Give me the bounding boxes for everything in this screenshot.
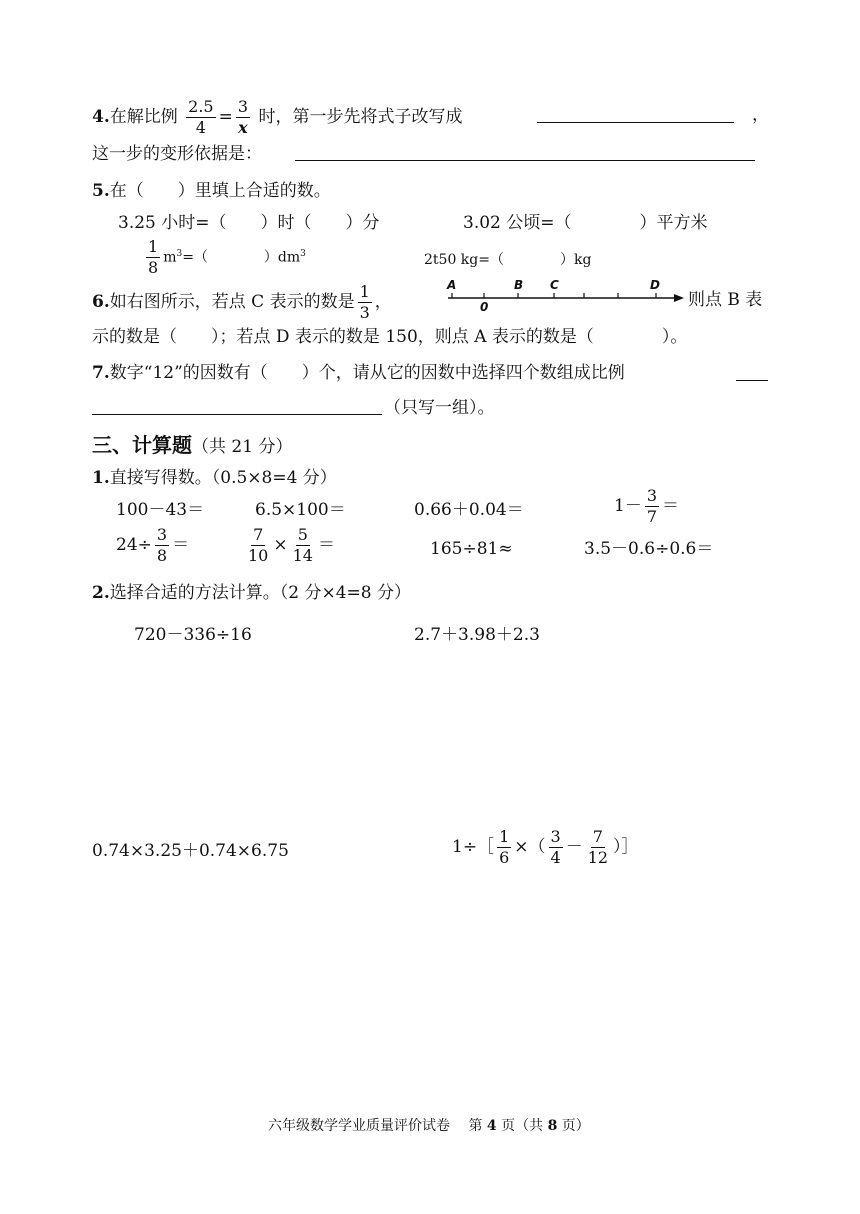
q7-number: 7. [92, 363, 110, 383]
c1-r1-item-1: 100－43＝ [116, 500, 205, 520]
number-line-label-zero: 0 [480, 300, 489, 314]
q7-answer-line-2[interactable] [92, 414, 382, 415]
c1-r2-item-2-fraction-2: $\frac{5}{14}$ [292, 525, 313, 565]
page-footer [268, 1115, 590, 1135]
c1-r2-item-4: 3.5－0.6÷0.6＝ [584, 539, 714, 559]
q5-item-c: $\frac{1}{8}$ $m^3=$（ ）$dm^3$ [148, 237, 306, 277]
c1-r1-item-3: 0.66＋0.04＝ [414, 500, 524, 520]
c1-r2-item-2-fraction-1: $\frac{7}{10}$ [248, 525, 269, 565]
q5-item-a: 3.25 小时=（ ）时（ ）分 [118, 213, 380, 233]
q7-line-2: （只写一组）。 [384, 398, 495, 418]
q7-text: 数字“12”的因数有（ ）个，请从它的因数中选择四个数组成比例 [109, 363, 625, 383]
q5-item-d: 2t50 kg=（ ）kg [424, 252, 592, 268]
c2-expr-4-fraction-3: $\frac{7}{12}$ [587, 827, 609, 867]
footer-page-number: 4 [486, 1118, 497, 1134]
q6-line-2: 示的数是（ ）；若点 D 表示的数是 150，则点 A 表示的数是（ ）。 [92, 327, 688, 347]
c2-expr-1: 720－336÷16 [134, 625, 252, 645]
q5-text: 在（ ）里填上合适的数。 [109, 181, 331, 201]
q4-fraction-2: $\frac{3}{x}$ [237, 97, 249, 137]
number-line-label-d: D [650, 278, 660, 292]
q7-answer-line-1[interactable] [736, 380, 768, 381]
c1-r1-item-2: 6.5×100＝ [255, 500, 346, 520]
q6-comma: ， [374, 292, 392, 312]
q4-answer-line-1[interactable] [537, 122, 734, 123]
q5-c-rest: =（ ）dm [182, 249, 301, 266]
q5-c-fraction: $\frac{1}{8}$ [148, 237, 159, 277]
number-line [446, 280, 686, 314]
number-line-label-b: B [514, 278, 524, 292]
c2-expr-3: 0.74×3.25＋0.74×6.75 [92, 841, 289, 861]
q4-fraction-1: $\frac{2.5}{4}$ [188, 97, 214, 137]
footer-end: 页） [561, 1118, 590, 1134]
c2-title: 选择合适的方法计算。（2 分×4=8 分） [109, 583, 411, 603]
section-3-score: （共 21 分） [192, 437, 293, 457]
c2-expr-4-fraction-2: $\frac{3}{4}$ [550, 827, 561, 867]
q6-fraction: $\frac{1}{3}$ [359, 282, 370, 322]
c2-number: 2. [92, 583, 110, 603]
q5-c-unit: m [163, 249, 177, 266]
number-line-label-a: A [447, 278, 457, 292]
q4-prefix: 在解比例 [109, 107, 178, 127]
calc-1 [92, 467, 337, 489]
calc-2 [92, 582, 411, 604]
c1-r2-item-3: 165÷81≈ [430, 539, 513, 559]
c1-number: 1. [92, 468, 110, 488]
q6-prefix: 如右图所示，若点 C 表示的数是 [109, 292, 355, 312]
question-4 [92, 98, 462, 137]
c2-expr-2: 2.7＋3.98＋2.3 [414, 625, 540, 645]
c1-r2-item-1: 24÷ $\frac{3}{8}$ ＝ [116, 525, 190, 565]
q4-middle-text: 时，第一步先将式子改写成 [258, 107, 463, 127]
c1-r2-item-1-fraction: $\frac{3}{8}$ [156, 525, 168, 565]
q4-comma: ， [752, 105, 769, 125]
footer-text: 六年级数学学业质量评价试卷 第 [268, 1118, 483, 1134]
q4-number: 4. [92, 107, 110, 127]
c1-title: 直接写得数。（0.5×8=4 分） [109, 468, 337, 488]
c1-r1-item-4-fraction: $\frac{3}{7}$ [646, 486, 658, 526]
section-3-title: 三、计算题 [92, 433, 192, 457]
q6-post: 则点 B 表 [688, 290, 763, 310]
q4-line-2: 这一步的变形依据是： [92, 144, 262, 164]
c1-r2-item-2: $\frac{7}{10}$ × $\frac{5}{14}$ ＝ [248, 525, 335, 565]
q5-number: 5. [92, 181, 110, 201]
c2-expr-4: 1÷［ $\frac{1}{6}$ ×（ $\frac{3}{4}$ － $\frac{7}{12}$ ）］ [452, 827, 639, 867]
footer-mid: 页（共 [501, 1118, 544, 1134]
question-6 [92, 283, 392, 322]
c1-r1-item-4: 1－ $\frac{3}{7}$ ＝ [614, 486, 680, 526]
q5-item-b: 3.02 公顷=（ ）平方米 [463, 213, 708, 233]
question-7 [92, 362, 625, 384]
c2-expr-4-fraction-1: $\frac{1}{6}$ [499, 827, 510, 867]
q6-number: 6. [92, 292, 110, 312]
section-3-heading [92, 429, 292, 458]
number-line-label-c: C [550, 278, 559, 292]
question-5 [92, 180, 331, 202]
footer-total-pages: 8 [547, 1118, 558, 1134]
q4-equals: = [218, 107, 233, 127]
q4-answer-line-2[interactable] [295, 160, 755, 161]
